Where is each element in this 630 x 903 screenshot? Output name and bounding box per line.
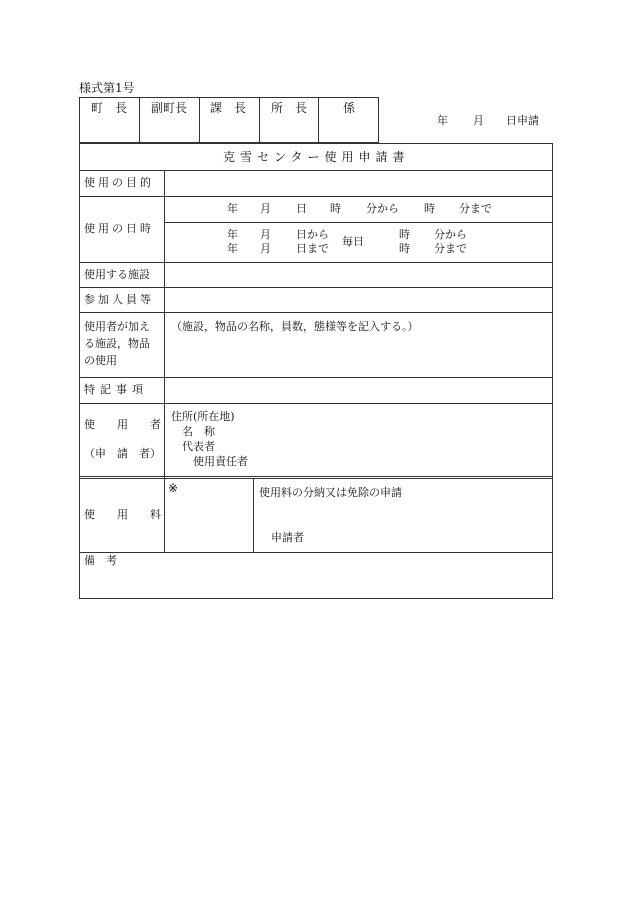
row-divider	[79, 552, 553, 553]
user-manager: 使用責任者	[193, 455, 248, 468]
dt2-year-from: 年	[227, 228, 238, 241]
dt2-day-to: 日まで	[296, 242, 329, 255]
row-divider	[79, 312, 553, 313]
stamp-divider	[199, 97, 200, 143]
purpose-label: 使用の目的	[84, 176, 154, 189]
added-label-line3: の使用	[84, 354, 117, 367]
dt2-minute-from: 分から	[434, 228, 467, 241]
stamp-divider	[139, 97, 140, 143]
applicant-label: （申 請 者）	[84, 447, 161, 460]
facility-label: 使用する施設	[84, 268, 150, 281]
fee-applicant: 申請者	[271, 531, 304, 544]
row-divider	[164, 222, 553, 223]
added-label-line2: る施設，物品	[84, 337, 150, 350]
row-divider	[79, 287, 553, 288]
stamp-deputy-mayor: 副町長	[151, 101, 188, 115]
fee-mark: ※	[168, 481, 179, 495]
row-divider	[79, 170, 553, 171]
date-day-applied: 日申請	[506, 114, 539, 127]
user-representative: 代表者	[182, 440, 215, 453]
row-divider	[79, 478, 553, 479]
dt2-hour-from: 時	[399, 228, 410, 241]
row-divider	[79, 476, 553, 477]
dt-hour: 時	[330, 202, 341, 215]
dt2-year-to: 年	[227, 242, 238, 255]
dt2-every-day: 毎日	[342, 235, 364, 248]
datetime-label: 使用の日時	[84, 222, 154, 235]
dt2-month-from: 月	[260, 228, 271, 241]
fee-request: 使用料の分納又は免除の申請	[259, 486, 402, 499]
dt2-minute-to: 分まで	[434, 242, 467, 255]
row-divider	[79, 196, 553, 197]
remarks-label: 備 考	[84, 554, 117, 567]
dt-hour-to: 時	[424, 202, 435, 215]
added-label-line1: 使用者が加え	[84, 320, 150, 333]
dt-month: 月	[260, 202, 271, 215]
user-address: 住所(所在地)	[171, 410, 235, 423]
stamp-divider	[259, 97, 260, 143]
row-divider	[79, 403, 553, 404]
row-divider	[79, 377, 553, 378]
dt2-month-to: 月	[260, 242, 271, 255]
stamp-office-chief: 所 長	[271, 101, 308, 115]
date-year: 年	[437, 114, 448, 127]
row-divider	[79, 262, 553, 263]
stamp-staff: 係	[343, 101, 356, 115]
dt2-day-from: 日から	[296, 228, 329, 241]
date-month: 月	[473, 114, 484, 127]
added-note: （施設，物品の名称，員数，態様等を記入する。）	[171, 320, 419, 333]
form-number: 様式第1号	[79, 81, 135, 95]
dt-minute-from: 分から	[366, 202, 399, 215]
user-name: 名 称	[182, 425, 215, 438]
user-label: 使 用 者	[84, 418, 161, 431]
dt-minute-to: 分まで	[459, 202, 492, 215]
form-title: 克雪センター使用申請書	[223, 150, 410, 164]
stamp-divider	[318, 97, 319, 143]
dt2-hour-to: 時	[399, 242, 410, 255]
fee-divider	[253, 478, 254, 552]
special-notes-label: 特記事項	[84, 383, 148, 396]
stamp-mayor: 町 長	[91, 101, 128, 115]
stamp-section-chief: 課 長	[210, 101, 247, 115]
label-column-divider	[164, 170, 165, 552]
dt-day: 日	[296, 202, 307, 215]
dt-year: 年	[227, 202, 238, 215]
participants-label: 参加人員等	[84, 293, 154, 306]
fee-label: 使 用 料	[84, 508, 161, 521]
